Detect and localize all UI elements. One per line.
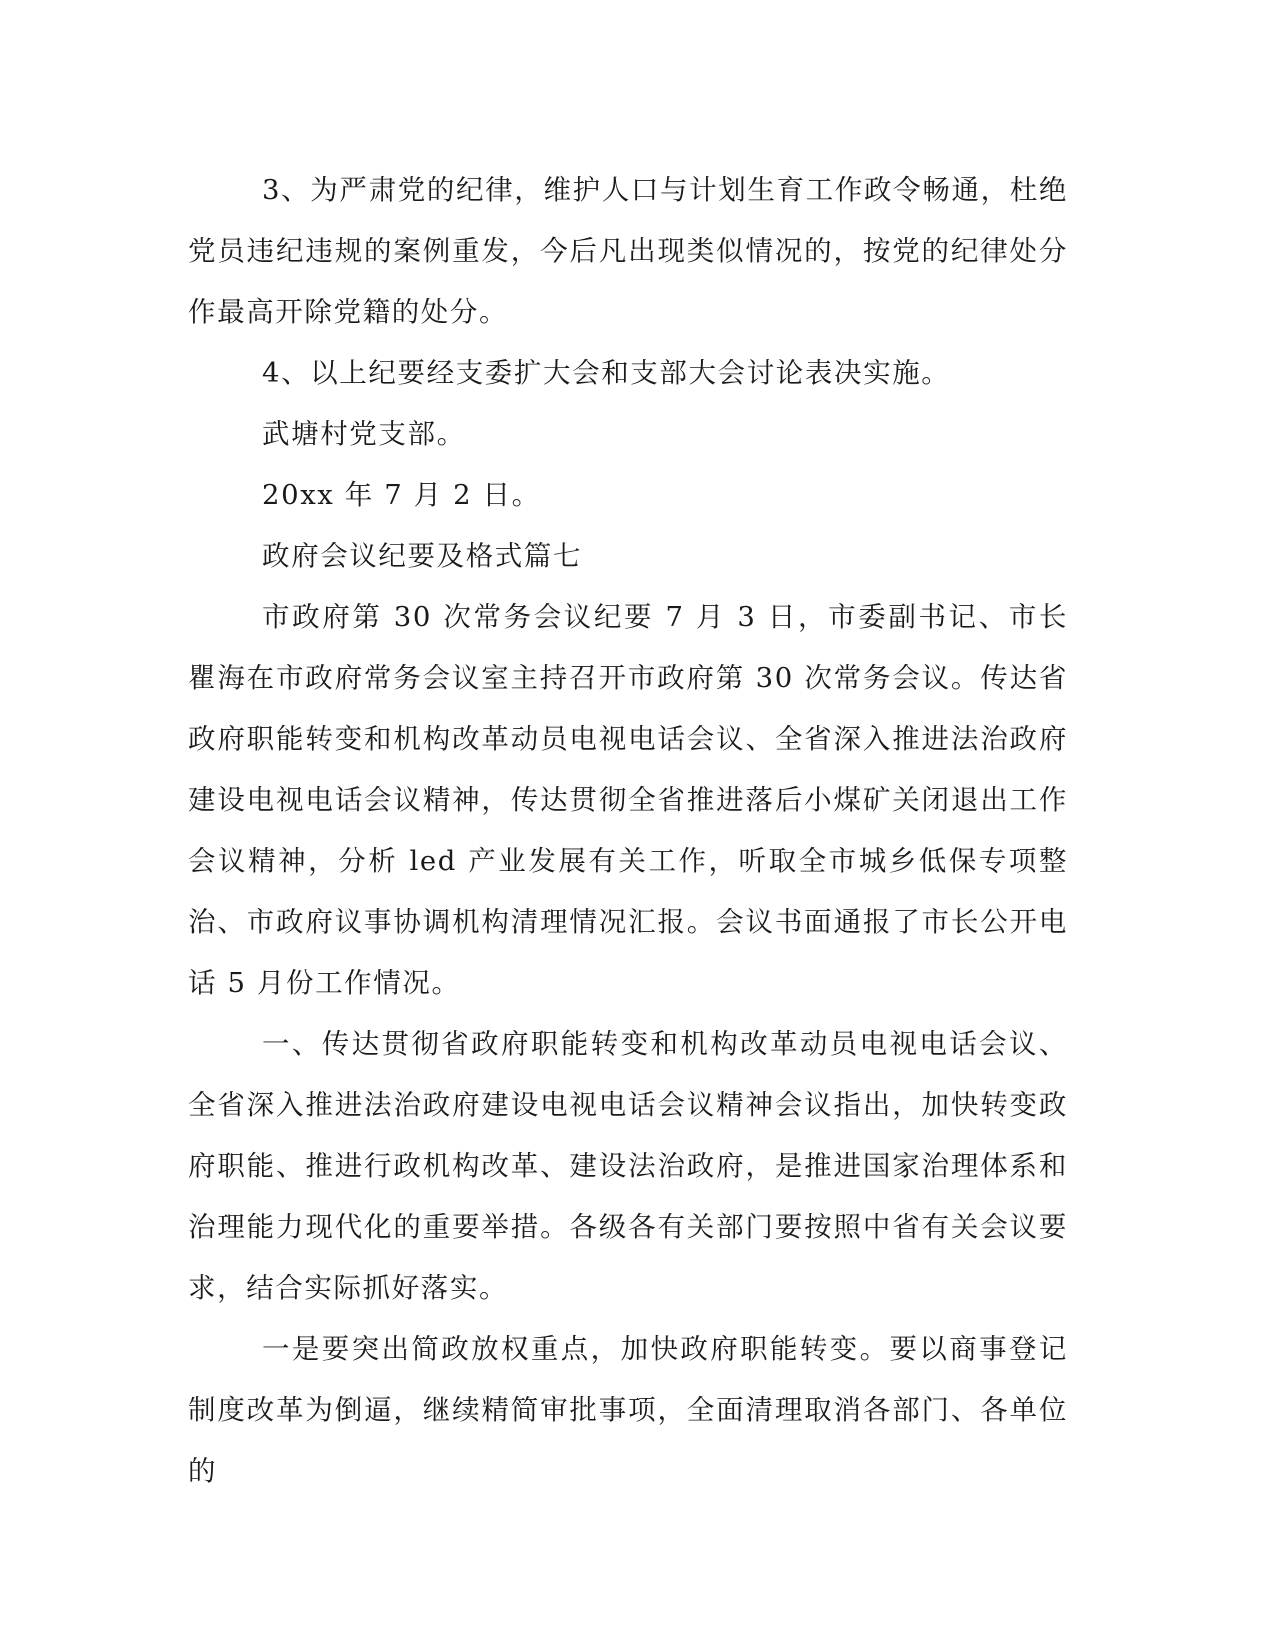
document-page bbox=[188, 160, 1068, 1502]
paragraph-section-one: 一、传达贯彻省政府职能转变和机构改革动员电视电话会议、全省深入推进法治政府建设电视电话会议精神会议指出，加快转变政府职能、推进行政机构改革、建设法治政府，是推进国家治理体系和治理能力现代化的重要举措。各级各有关部门要按照中省有关会议要求，结合实际抓好落实。 bbox=[188, 1028, 1068, 1304]
paragraph-item-3: 3、为严肃党的纪律，维护人口与计划生育工作政令畅通，杜绝党员违纪违规的案例重发，今后凡出现类似情况的，按党的纪律处分作最高开除党籍的处分。 bbox=[188, 174, 1068, 328]
signature-org: 武塘村党支部。 bbox=[262, 418, 466, 450]
paragraph-item-4: 4、以上纪要经支委扩大会和支部大会讨论表决实施。 bbox=[262, 357, 951, 389]
signature-date: 20xx 年 7 月 2 日。 bbox=[262, 479, 541, 511]
section-heading: 政府会议纪要及格式篇七 bbox=[262, 540, 583, 572]
paragraph-point-one: 一是要突出简政放权重点，加快政府职能转变。要以商事登记制度改革为倒逼，继续精简审批事项，全面清理取消各部门、各单位的 bbox=[188, 1333, 1068, 1487]
paragraph-meeting-summary: 市政府第 30 次常务会议纪要 7 月 3 日，市委副书记、市长瞿海在市政府常务会议室主持召开市政府第 30 次常务会议。传达省政府职能转变和机构改革动员电视电话会议、全省深入推进法治政府建设电视电话会议精神，传达贯彻全省推进落后小煤矿关闭退出工作会议精神，分析 led 产业发展有关工作，听取全市城乡低保专项整治、市政府议事协调机构清理情况汇报。会议书面通报了市长公开电话 5 月份工作情况。 bbox=[188, 601, 1068, 999]
